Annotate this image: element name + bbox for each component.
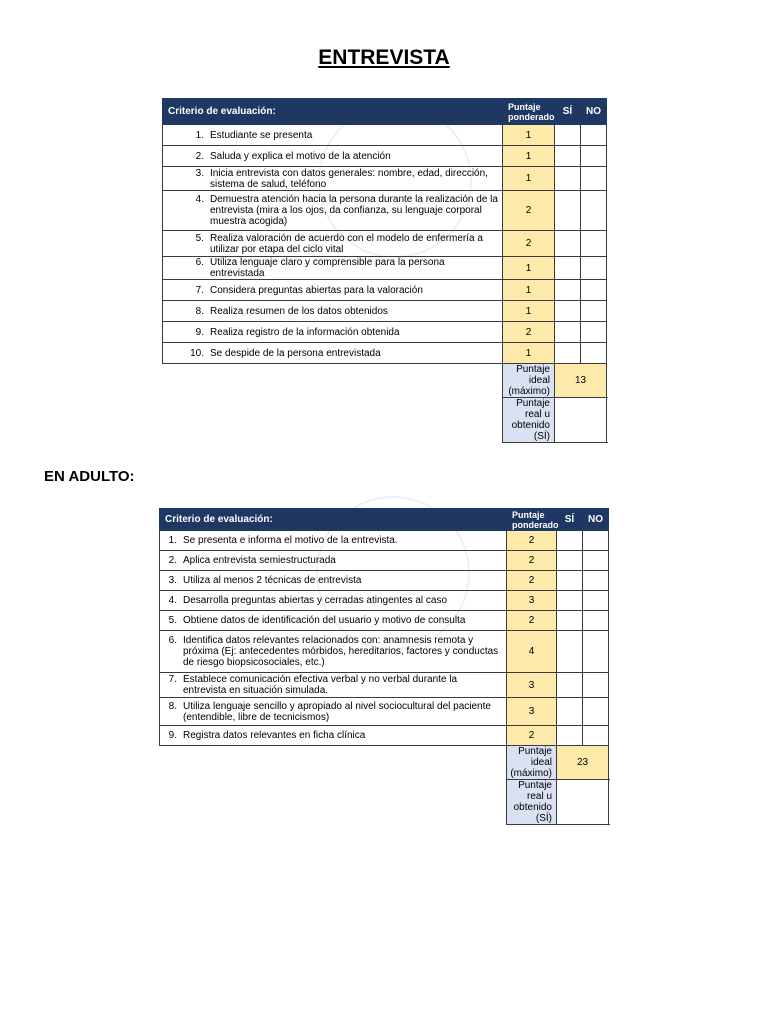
no-header: NO xyxy=(583,509,609,531)
table-row xyxy=(163,257,607,280)
criterion-number: 2. xyxy=(168,555,177,566)
criterion-cell xyxy=(160,698,507,726)
criterion-text: Utiliza lenguaje sencillo y apropiado al nivel sociocultural del paciente (entendible, libre de tecnicismos) xyxy=(183,700,491,723)
criterion-cell xyxy=(163,191,503,231)
criterion-cell xyxy=(163,343,503,364)
criterion-text: Utiliza al menos 2 técnicas de entrevista xyxy=(183,575,362,586)
criterion-cell xyxy=(160,673,507,698)
yes-checkbox-cell[interactable] xyxy=(555,280,581,301)
criterion-cell xyxy=(163,231,503,257)
no-checkbox-cell[interactable] xyxy=(583,726,609,746)
points-cell: 2 xyxy=(507,726,557,746)
points-cell: 1 xyxy=(503,146,555,167)
criterion-cell xyxy=(160,611,507,631)
no-checkbox-cell[interactable] xyxy=(581,146,607,167)
criterion-number: 2. xyxy=(195,150,204,162)
no-checkbox-cell[interactable] xyxy=(581,343,607,364)
real-score-input[interactable] xyxy=(555,398,607,443)
points-cell: 1 xyxy=(503,343,555,364)
criterion-cell xyxy=(163,257,503,280)
table-row xyxy=(160,591,609,611)
points-cell: 1 xyxy=(503,167,555,191)
no-checkbox-cell[interactable] xyxy=(581,167,607,191)
table-row xyxy=(160,726,609,746)
ideal-score-row xyxy=(160,746,609,780)
ideal-score-value: 23 xyxy=(557,746,609,780)
yes-checkbox-cell[interactable] xyxy=(555,257,581,280)
criterion-cell xyxy=(160,551,507,571)
real-score-row xyxy=(160,780,609,825)
no-checkbox-cell[interactable] xyxy=(583,531,609,551)
table-row xyxy=(160,631,609,673)
points-cell: 2 xyxy=(507,611,557,631)
yes-header: SÍ xyxy=(557,509,583,531)
criterion-number: 5. xyxy=(168,615,177,626)
no-checkbox-cell[interactable] xyxy=(583,631,609,673)
criterion-text: Estudiante se presenta xyxy=(210,129,313,141)
points-cell: 3 xyxy=(507,591,557,611)
criterion-text: Saluda y explica el motivo de la atención xyxy=(210,150,391,162)
yes-checkbox-cell[interactable] xyxy=(557,591,583,611)
criterion-number: 6. xyxy=(168,635,177,646)
table-row xyxy=(163,280,607,301)
criterion-text: Inicia entrevista con datos generales: nombre, edad, dirección, sistema de salud, teléfono xyxy=(210,167,488,190)
yes-checkbox-cell[interactable] xyxy=(557,611,583,631)
points-cell: 1 xyxy=(503,125,555,146)
criteria-header: Criterio de evaluación: xyxy=(160,509,507,531)
criterion-text: Se despide de la persona entrevistada xyxy=(210,347,381,359)
criterion-number: 3. xyxy=(195,167,204,179)
yes-checkbox-cell[interactable] xyxy=(555,231,581,257)
criterion-cell xyxy=(163,280,503,301)
yes-checkbox-cell[interactable] xyxy=(555,301,581,322)
no-checkbox-cell[interactable] xyxy=(581,280,607,301)
no-checkbox-cell[interactable] xyxy=(581,231,607,257)
criterion-number: 5. xyxy=(195,232,204,244)
yes-checkbox-cell[interactable] xyxy=(557,551,583,571)
evaluation-table-adulto xyxy=(159,508,609,825)
criterion-number: 6. xyxy=(195,257,204,268)
yes-checkbox-cell[interactable] xyxy=(555,191,581,231)
criterion-cell xyxy=(163,125,503,146)
ideal-score-value: 13 xyxy=(555,364,607,398)
table-row xyxy=(160,698,609,726)
criterion-number: 7. xyxy=(195,284,204,296)
evaluation-table-entrevista xyxy=(162,98,607,443)
criterion-number: 7. xyxy=(168,674,177,685)
no-checkbox-cell[interactable] xyxy=(581,125,607,146)
points-cell: 2 xyxy=(503,231,555,257)
no-checkbox-cell[interactable] xyxy=(581,301,607,322)
criterion-cell xyxy=(160,531,507,551)
criterion-number: 9. xyxy=(168,730,177,741)
no-checkbox-cell[interactable] xyxy=(581,191,607,231)
points-cell: 2 xyxy=(503,322,555,343)
no-checkbox-cell[interactable] xyxy=(581,322,607,343)
criterion-text: Realiza registro de la información obtenida xyxy=(210,326,400,338)
points-cell: 2 xyxy=(507,531,557,551)
criterion-number: 4. xyxy=(195,194,204,205)
real-score-row xyxy=(163,398,607,443)
ideal-score-label: Puntaje ideal (máximo) xyxy=(503,364,555,398)
table-row xyxy=(163,146,607,167)
table-row xyxy=(163,125,607,146)
real-score-label: Puntaje real u obtenido (SÍ) xyxy=(507,780,557,825)
criterion-text: Obtiene datos de identificación del usuario y motivo de consulta xyxy=(183,615,466,626)
yes-checkbox-cell[interactable] xyxy=(557,673,583,698)
criterion-cell xyxy=(160,591,507,611)
criterion-number: 4. xyxy=(168,595,177,606)
table-row xyxy=(163,191,607,231)
yes-checkbox-cell[interactable] xyxy=(555,322,581,343)
criterion-text: Se presenta e informa el motivo de la entrevista. xyxy=(183,535,398,546)
points-cell: 2 xyxy=(507,571,557,591)
table-row xyxy=(163,231,607,257)
criterion-number: 10. xyxy=(190,347,204,359)
table-row xyxy=(160,611,609,631)
criterion-text: Identifica datos relevantes relacionados con: anamnesis remota y próxima (Ej: antecedentes mórbidos, hereditarios, factores y conductas de riesgo biopsicosociales, etc.) xyxy=(183,635,499,668)
table-row xyxy=(163,301,607,322)
criterion-number: 8. xyxy=(168,700,177,712)
criterion-number: 9. xyxy=(195,326,204,338)
points-cell: 1 xyxy=(503,301,555,322)
no-checkbox-cell[interactable] xyxy=(583,591,609,611)
yes-checkbox-cell[interactable] xyxy=(557,631,583,673)
points-cell: 1 xyxy=(503,257,555,280)
criterion-number: 3. xyxy=(168,575,177,586)
real-score-label: Puntaje real u obtenido (SÍ) xyxy=(503,398,555,443)
table-row xyxy=(163,167,607,191)
table-row xyxy=(163,343,607,364)
criterion-text: Utiliza lenguaje claro y comprensible para la persona entrevistada xyxy=(210,257,445,279)
points-cell: 2 xyxy=(507,551,557,571)
criterion-cell xyxy=(160,571,507,591)
yes-checkbox-cell[interactable] xyxy=(555,167,581,191)
points-cell: 4 xyxy=(507,631,557,673)
table-row xyxy=(160,551,609,571)
yes-checkbox-cell[interactable] xyxy=(555,343,581,364)
no-checkbox-cell[interactable] xyxy=(583,571,609,591)
criterion-text: Realiza valoración de acuerdo con el modelo de enfermería a utilizar por etapa del ciclo vital xyxy=(210,232,483,255)
points-cell: 2 xyxy=(503,191,555,231)
table-row xyxy=(160,571,609,591)
no-checkbox-cell[interactable] xyxy=(581,257,607,280)
criterion-number: 1. xyxy=(168,535,177,546)
points-header: Puntaje ponderado xyxy=(507,509,557,531)
yes-checkbox-cell[interactable] xyxy=(557,726,583,746)
ideal-score-row xyxy=(163,364,607,398)
criteria-header: Criterio de evaluación: xyxy=(163,99,503,125)
criterion-number: 8. xyxy=(195,305,204,317)
table-row xyxy=(163,322,607,343)
criterion-cell xyxy=(163,322,503,343)
points-cell: 3 xyxy=(507,673,557,698)
criterion-cell xyxy=(163,167,503,191)
criterion-text: Considera preguntas abiertas para la valoración xyxy=(210,284,423,296)
criterion-text: Registra datos relevantes en ficha clínica xyxy=(183,730,366,741)
points-header: Puntaje ponderado xyxy=(503,99,555,125)
table-row xyxy=(160,531,609,551)
criterion-cell xyxy=(160,631,507,673)
criterion-text: Desarrolla preguntas abiertas y cerradas atingentes al caso xyxy=(183,595,448,606)
yes-checkbox-cell[interactable] xyxy=(555,125,581,146)
no-checkbox-cell[interactable] xyxy=(583,551,609,571)
yes-checkbox-cell[interactable] xyxy=(557,531,583,551)
page-title: ENTREVISTA xyxy=(318,46,450,69)
section-label-adulto: EN ADULTO: xyxy=(44,468,135,485)
points-cell: 3 xyxy=(507,698,557,726)
criterion-text: Aplica entrevista semiestructurada xyxy=(183,555,336,566)
criterion-cell xyxy=(163,301,503,322)
points-cell: 1 xyxy=(503,280,555,301)
yes-header: SÍ xyxy=(555,99,581,125)
criterion-cell xyxy=(163,146,503,167)
no-checkbox-cell[interactable] xyxy=(583,673,609,698)
criterion-number: 1. xyxy=(195,129,204,141)
yes-checkbox-cell[interactable] xyxy=(557,698,583,726)
no-checkbox-cell[interactable] xyxy=(583,698,609,726)
yes-checkbox-cell[interactable] xyxy=(555,146,581,167)
criterion-cell xyxy=(160,726,507,746)
yes-checkbox-cell[interactable] xyxy=(557,571,583,591)
table-row xyxy=(160,673,609,698)
no-header: NO xyxy=(581,99,607,125)
real-score-input[interactable] xyxy=(557,780,609,825)
criterion-text: Demuestra atención hacia la persona durante la realización de la entrevista (mira a los ojos, da confianza, su lenguaje corporal muestra acogida) xyxy=(210,194,498,227)
no-checkbox-cell[interactable] xyxy=(583,611,609,631)
criterion-text: Establece comunicación efectiva verbal y no verbal durante la entrevista en situación simulada. xyxy=(183,674,458,696)
criterion-text: Realiza resumen de los datos obtenidos xyxy=(210,305,388,317)
ideal-score-label: Puntaje ideal (máximo) xyxy=(507,746,557,780)
